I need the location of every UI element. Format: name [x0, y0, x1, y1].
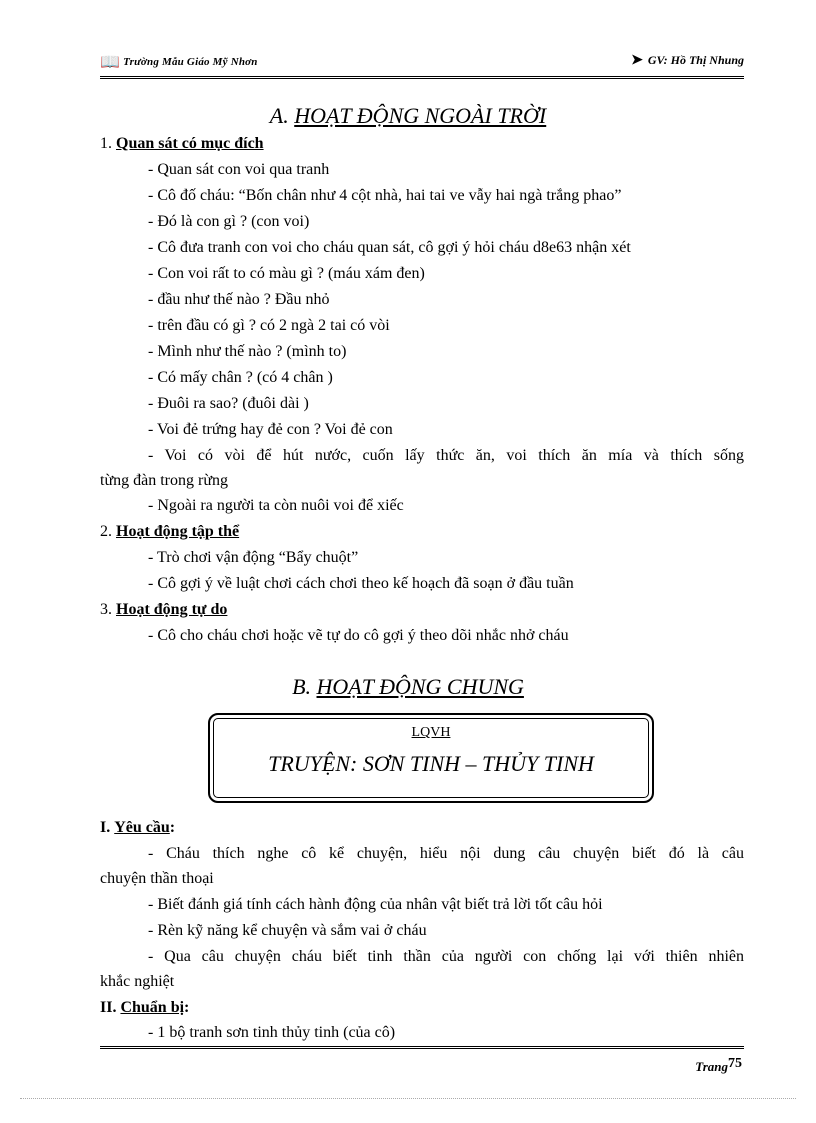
part-2-colon: :	[184, 999, 190, 1016]
line-a1-5: - đầu như thế nào ? Đầu nhỏ	[148, 291, 330, 308]
header-school	[100, 52, 258, 72]
page-header	[100, 50, 744, 76]
item-1-title: Quan sát có mục đích	[116, 135, 264, 152]
header-teacher	[631, 52, 744, 69]
line-a1-2: - Đó là con gì ? (con voi)	[148, 213, 310, 230]
line-b1-2: - Biết đánh giá tính cách hành động của nhân vật biết trả lời tốt câu hỏi	[148, 896, 603, 913]
section-a-title	[0, 103, 816, 129]
line-a1-3: - Cô đưa tranh con voi cho cháu quan sát, cô gợi ý hỏi cháu d8e63 nhận xét	[148, 239, 631, 256]
line-a2-1: - Cô gợi ý về luật chơi cách chơi theo kế hoạch đã soạn ở đầu tuần	[148, 575, 574, 592]
part-1-title: Yêu cầu	[114, 819, 170, 836]
item-1-num: 1.	[100, 135, 112, 152]
footer-rule	[100, 1046, 744, 1049]
line-b1-3: - Rèn kỹ năng kể chuyện và sắm vai ở cháu	[148, 922, 427, 939]
lesson-title: TRUYỆN: SƠN TINH – THỦY TINH	[268, 751, 594, 776]
line-b1-5: khắc nghiệt	[100, 973, 175, 990]
arrow-right-icon: ➤	[631, 53, 643, 68]
line-a1-4: - Con voi rất to có màu gì ? (máu xám đen)	[148, 265, 425, 282]
line-a1-1: - Cô đố cháu: “Bốn chân như 4 cột nhà, hai tai ve vẫy hai ngà trắng phao”	[148, 187, 622, 204]
item-3-heading	[100, 600, 227, 620]
header-rule	[100, 76, 744, 79]
item-2-title: Hoạt động tập thể	[116, 523, 240, 540]
line-a2-0: - Trò chơi vận động “Bẩy chuột”	[148, 549, 359, 566]
part-2-num: II.	[100, 999, 117, 1016]
line-a1-8: - Có mấy chân ? (có 4 chân )	[148, 369, 333, 386]
line-b1-4: - Qua câu chuyện cháu biết tinh thần của người con chống lại với thiên nhiên	[148, 948, 744, 965]
section-b-letter: B.	[292, 674, 312, 699]
item-1-heading	[100, 134, 264, 154]
line-a1-11: - Voi có vòi để hút nước, cuốn lấy thức ăn, voi thích ăn mía và thích sống	[148, 447, 744, 464]
line-a3-0: - Cô cho cháu chơi hoặc vẽ tự do cô gợi ý theo dõi nhắc nhở cháu	[148, 627, 569, 644]
line-b1-0: - Cháu thích nghe cô kể chuyện, hiểu nội dung câu chuyện biết đó là câu	[148, 845, 744, 862]
page-footer	[695, 1056, 742, 1075]
section-a-heading: HOẠT ĐỘNG NGOÀI TRỜI	[294, 103, 547, 128]
line-a1-7: - Mình như thế nào ? (mình to)	[148, 343, 347, 360]
part-1-heading	[100, 818, 175, 838]
line-a1-6: - trên đầu có gì ? có 2 ngà 2 tai có vòi	[148, 317, 390, 334]
header-school-name: Trường Mẫu Giáo Mỹ Nhơn	[123, 56, 258, 68]
item-3-num: 3.	[100, 601, 112, 618]
item-2-num: 2.	[100, 523, 112, 540]
line-a1-12: từng đàn trong rừng	[100, 472, 228, 489]
item-2-heading	[100, 522, 239, 542]
header-teacher-name: GV: Hồ Thị Nhung	[647, 53, 744, 67]
lesson-subject: LQVH	[411, 725, 451, 740]
line-a1-13: - Ngoài ra người ta còn nuôi voi để xiếc	[148, 497, 404, 514]
line-a1-0: - Quan sát con voi qua tranh	[148, 161, 330, 178]
part-1-num: I.	[100, 819, 111, 836]
part-2-title: Chuẩn bị	[120, 999, 185, 1016]
page-number: 75	[728, 1056, 742, 1071]
bottom-dotted-rule	[20, 1098, 796, 1099]
book-icon: 📖	[100, 54, 121, 71]
line-b2-0: - 1 bộ tranh sơn tinh thủy tinh (của cô)	[148, 1024, 396, 1041]
line-a1-9: - Đuôi ra sao? (đuôi dài )	[148, 395, 309, 412]
section-b-heading: HOẠT ĐỘNG CHUNG	[316, 674, 524, 699]
footer-label: Trang	[695, 1059, 728, 1074]
lesson-title-box	[208, 713, 654, 803]
item-3-title: Hoạt động tự do	[116, 601, 228, 618]
line-a1-10: - Voi đẻ trứng hay đẻ con ? Voi đẻ con	[148, 421, 393, 438]
part-1-colon: :	[169, 819, 176, 836]
part-2-heading	[100, 998, 189, 1018]
line-b1-1: chuyện thần thoại	[100, 870, 214, 887]
section-b-title	[0, 674, 816, 700]
section-a-letter: A.	[269, 103, 289, 128]
